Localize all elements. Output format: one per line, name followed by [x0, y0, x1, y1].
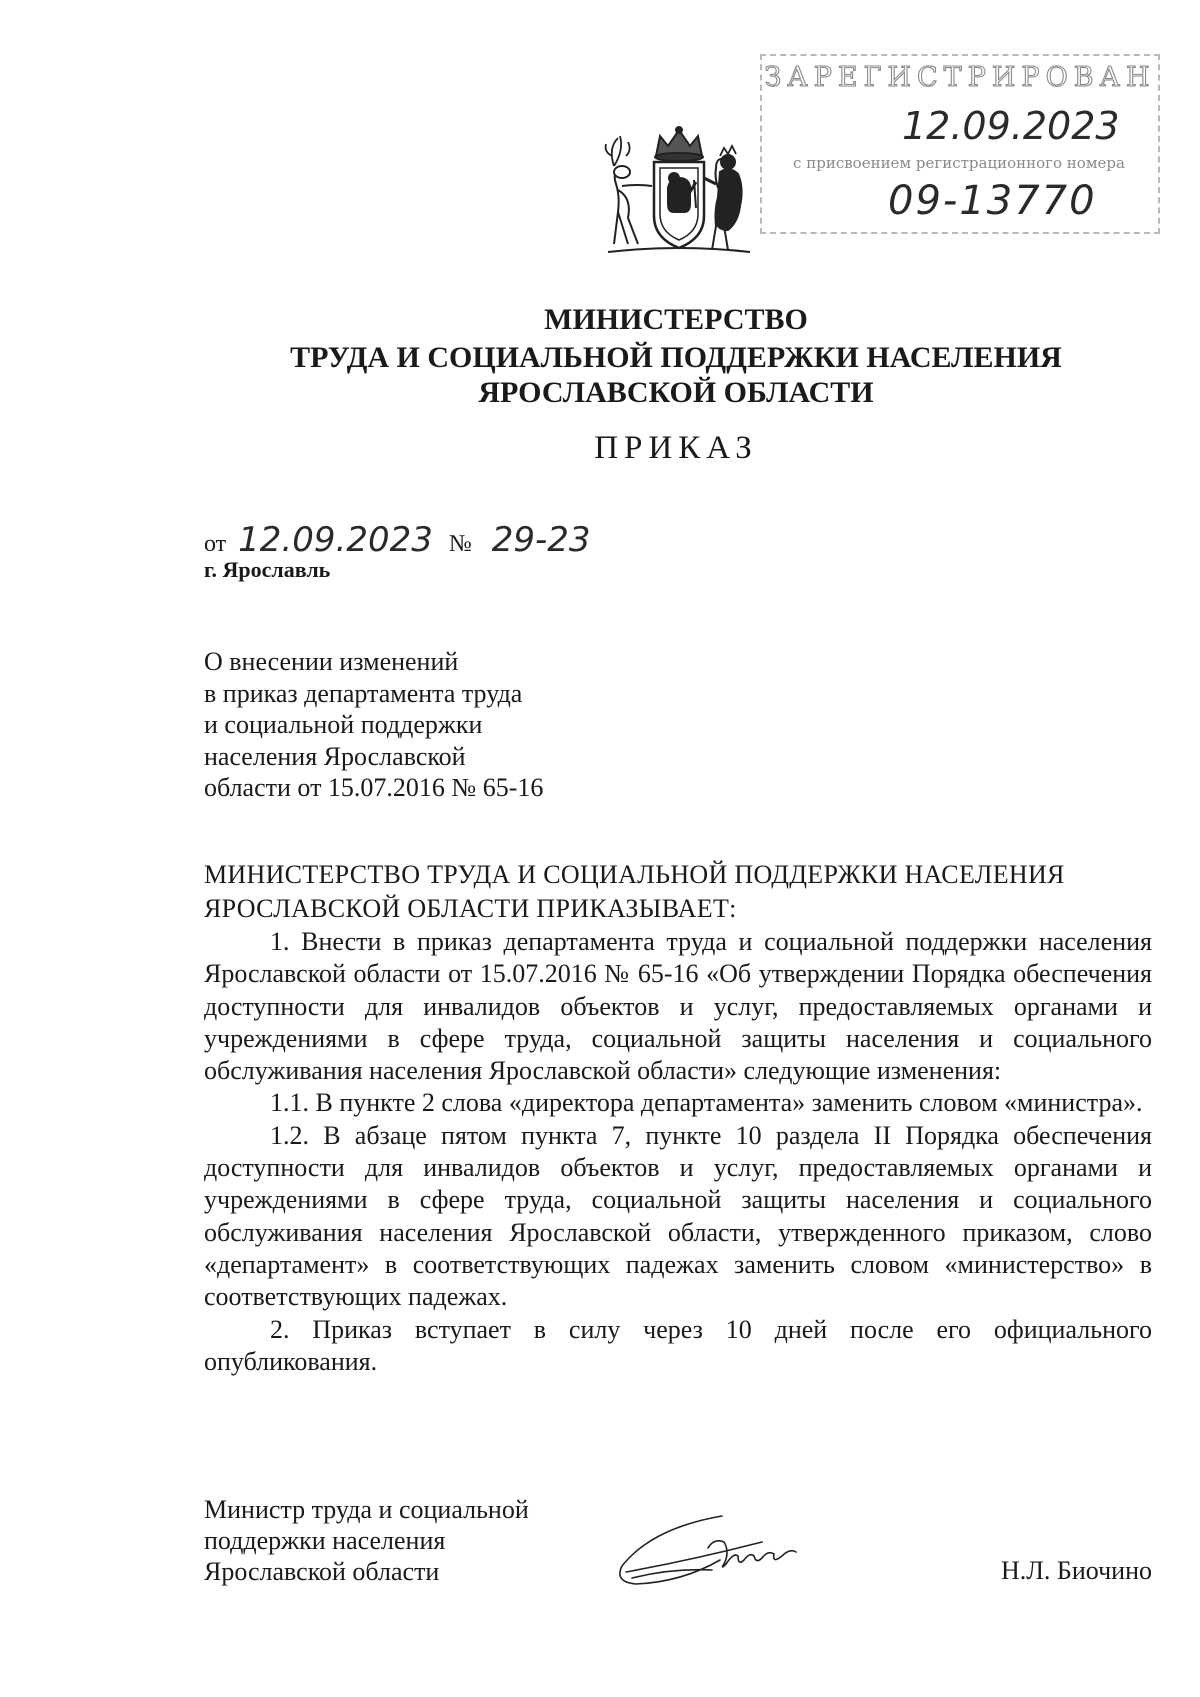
signer-name: Н.Л. Биочино: [1001, 1556, 1152, 1585]
preamble: [204, 858, 1152, 926]
org-name-line-3: ЯРОСЛАВСКОЙ ОБЛАСТИ: [478, 376, 874, 409]
subject-line: в приказ департамента труда: [204, 678, 523, 708]
document-subject: [204, 646, 543, 804]
city: г. Ярославль: [204, 557, 331, 582]
preamble-line: МИНИСТЕРСТВО ТРУДА И СОЦИАЛЬНОЙ ПОДДЕРЖКИ НАСЕЛЕНИЯ: [204, 860, 1065, 889]
coat-of-arms-icon: [598, 126, 760, 260]
stamp-registration-number: 09-13770: [888, 178, 1097, 224]
subject-line: О внесении изменений: [204, 647, 459, 676]
document-date: 12.09.2023: [238, 520, 433, 560]
document-body: [204, 926, 1152, 1378]
stamp-title: ЗАРЕГИСТРИРОВАН: [764, 62, 1156, 93]
number-prefix: №: [448, 531, 472, 557]
date-number-line: [204, 520, 591, 560]
signer-title: [204, 1494, 529, 1587]
subject-line: области от 15.07.2016 № 65-16: [204, 773, 544, 802]
stamp-subtitle: с присвоением регистрационного номера: [793, 154, 1125, 172]
org-name-line-1: МИНИСТЕРСТВО: [544, 303, 808, 336]
signer-title-line: Министр труда и социальной: [204, 1495, 529, 1524]
paragraph-2: 2. Приказ вступает в силу через 10 дней после его официального опубликования.: [204, 1314, 1152, 1376]
org-name-line-2: ТРУДА И СОЦИАЛЬНОЙ ПОДДЕРЖКИ НАСЕЛЕНИЯ: [290, 341, 1062, 374]
paragraph-1-1: 1.1. В пункте 2 слова «директора департамента» заменить словом «министра».: [270, 1088, 1143, 1118]
handwritten-signature: [612, 1508, 820, 1592]
document-type: ПРИКАЗ: [594, 430, 758, 466]
document-number: 29-23: [491, 520, 591, 560]
subject-line: и социальной поддержки: [204, 710, 483, 739]
signer-title-line: Ярославской области: [204, 1557, 440, 1586]
registration-stamp: [760, 54, 1160, 234]
signer-title-line: поддержки населения: [204, 1526, 446, 1555]
date-prefix: от: [204, 531, 227, 557]
paragraph-1: 1. Внести в приказ департамента труда и социальной поддержки населения Ярославской области от 15.07.2016 № 65-16 «Об утверждении Порядка обеспечения доступности для инвалидов объектов и услуг, предоставляемых органами и учреждениями в сфере труда, социальной защиты населения и социального обслуживания населения Ярославской области» следующие изменения:: [204, 927, 1152, 1086]
stamp-date: 12.09.2023: [902, 104, 1120, 148]
preamble-line: ЯРОСЛАВСКОЙ ОБЛАСТИ ПРИКАЗЫВАЕТ:: [204, 894, 737, 923]
paragraph-1-2: 1.2. В абзаце пятом пункта 7, пункте 10 раздела II Порядка обеспечения доступности для инвалидов объектов и услуг, предоставляемых органами и учреждениями в сфере труда, социальной защиты населения и социального обслуживания населения Ярославской области, утвержденного приказом, слово «департамент» в соответствующих падежах заменить словом «министерство» в соответствующих падежах.: [204, 1120, 1152, 1312]
subject-line: населения Ярославской: [204, 741, 466, 771]
